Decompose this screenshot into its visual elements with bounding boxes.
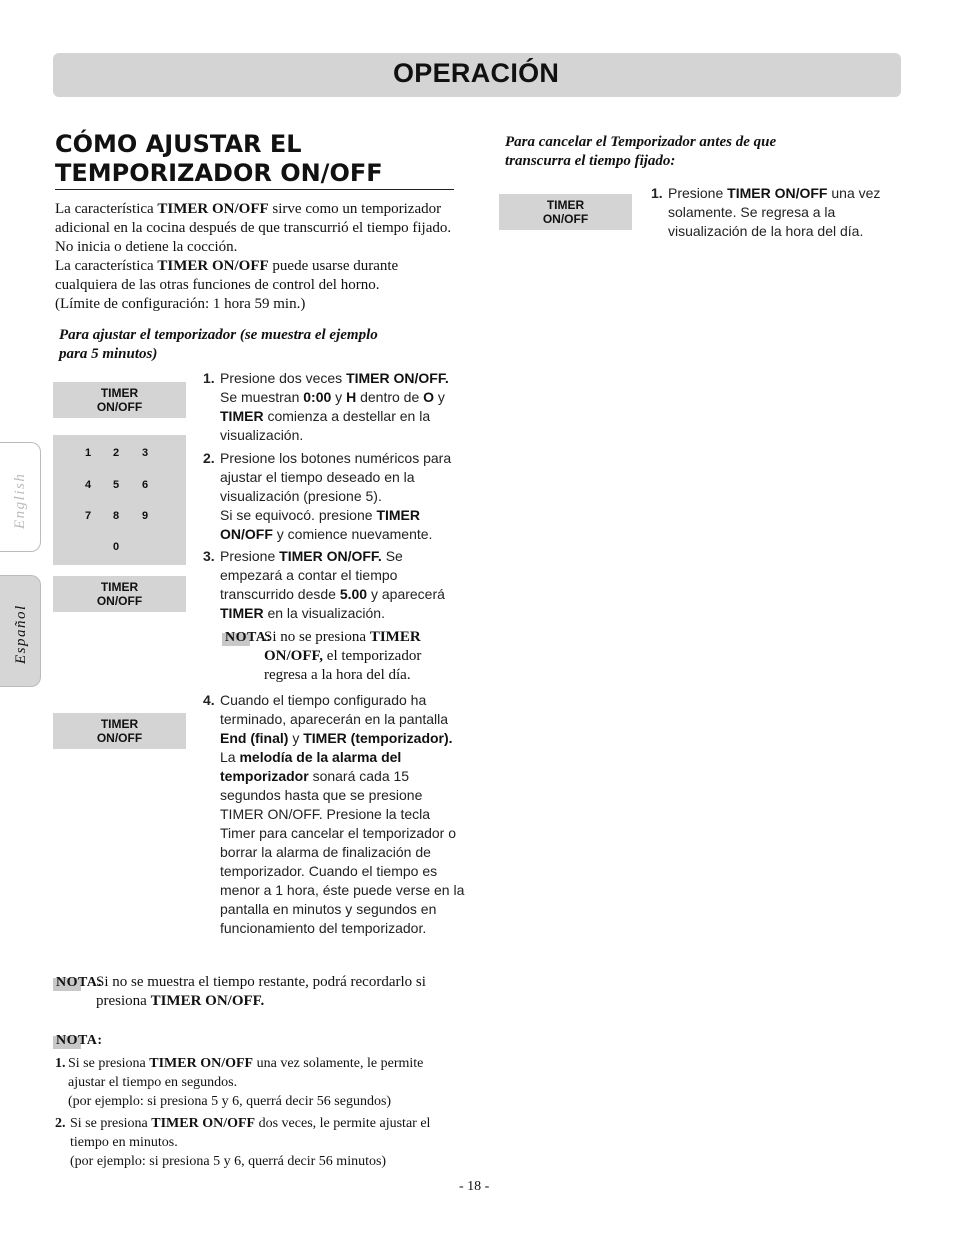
title-underline	[55, 189, 454, 190]
set-timer-heading	[59, 326, 459, 364]
nota-text: Si no se presiona	[264, 629, 370, 645]
step-text: Se muestran	[220, 389, 304, 405]
keypad-key-6: 6	[142, 479, 149, 491]
list-example: (por ejemplo: si presiona 5 y 6, querrá decir 56 minutos)	[70, 1154, 387, 1169]
cancel-step-1	[651, 184, 901, 241]
keypad-key-9: 9	[142, 510, 149, 522]
keypad-key-7: 7	[85, 510, 92, 522]
key-label-line2: ON/OFF	[542, 212, 589, 226]
section-title-line2: TEMPORIZADOR ON/OFF	[55, 159, 383, 187]
nota-badge	[53, 1033, 103, 1049]
list-bold: TIMER ON/OFF	[151, 1116, 256, 1131]
keypad-key-5: 5	[113, 479, 120, 491]
keypad-key-1: 1	[85, 447, 92, 459]
step-number: 4.	[203, 692, 215, 708]
step-bold: TIMER ON/OFF	[727, 185, 828, 201]
keypad-key-8: 8	[113, 510, 120, 522]
step-1	[203, 369, 463, 445]
timer-onoff-key-illustration	[53, 713, 186, 749]
timer-onoff-key-illustration	[53, 382, 186, 418]
step-4	[203, 691, 465, 938]
cancel-heading-line2: transcurra el tiempo fijado:	[505, 153, 676, 169]
step-text: comienza a destellar en la visualización.	[220, 408, 431, 443]
timer-onoff-key-illustration	[499, 194, 632, 230]
step-3	[203, 547, 463, 623]
timer-onoff-key-illustration	[53, 576, 186, 612]
step-text: en la visualización.	[263, 605, 385, 621]
section-title-line1: CÓMO AJUSTAR EL	[55, 130, 302, 158]
step-bold: TIMER (temporizador).	[303, 730, 453, 746]
step-text: y aparecerá	[367, 586, 445, 602]
intro-limit: (Límite de configuración: 1 hora 59 min.)	[55, 296, 306, 312]
nota-badge	[222, 630, 272, 646]
tab-english[interactable]	[0, 442, 41, 552]
list-text: Si se presiona	[68, 1056, 150, 1071]
list-example: (por ejemplo: si presiona 5 y 6, querrá decir 56 segundos)	[68, 1094, 392, 1109]
step-text: Cuando el tiempo configurado ha terminado, aparecerán en la pantalla	[220, 692, 449, 727]
nota-label: NOTA:	[56, 1033, 103, 1048]
step-number: 1.	[203, 370, 215, 386]
key-label-line1: TIMER	[100, 580, 139, 594]
nota-label: NOTA:	[56, 975, 103, 990]
intro-paragraph	[55, 200, 455, 314]
nota-bold: TIMER ON/OFF.	[150, 993, 265, 1009]
list-text: dos veces, le permite ajustar el tiempo en minutos.	[70, 1116, 431, 1150]
nota-1-text	[264, 628, 464, 685]
step-2	[203, 449, 463, 544]
keypad-key-4: 4	[85, 479, 92, 491]
nota-label: NOTA:	[225, 630, 272, 645]
number-keypad-illustration	[53, 435, 186, 565]
list-bold: TIMER ON/OFF	[149, 1056, 254, 1071]
step-bold: TIMER ON/OFF	[220, 507, 420, 542]
step-number: 3.	[203, 548, 215, 564]
list-number: 1.	[55, 1056, 66, 1071]
intro-text: puede usarse durante cualquiera de las otras funciones de control del horno.	[55, 258, 399, 293]
nota-3-list	[55, 1054, 455, 1171]
step-bold: 0:00	[303, 389, 332, 405]
intro-text: sirve como un temporizador adicional en la cocina después de que transcurrió el tiempo fijado. No inicia o detiene la cocción.	[55, 201, 452, 255]
tab-english-label: English	[12, 472, 28, 529]
step-text: una vez solamente. Se regresa a la visualización de la hora del día.	[668, 185, 881, 239]
cancel-heading-line1: Para cancelar el Temporizador antes de que	[505, 134, 777, 150]
intro-text: La característica	[55, 201, 158, 217]
nota-2-text	[96, 973, 461, 1011]
cancel-timer-heading	[505, 133, 885, 171]
nota-1	[222, 628, 462, 688]
step-bold: 5.00	[339, 586, 368, 602]
page-title: OPERACIÓN	[393, 58, 560, 88]
step-text: y	[331, 389, 347, 405]
keypad-key-0: 0	[113, 541, 120, 553]
keypad-key-2: 2	[113, 447, 120, 459]
step-text: Presione	[220, 548, 280, 564]
nota-badge	[53, 975, 103, 991]
tab-espanol-label: Español	[13, 604, 29, 664]
step-number: 2.	[203, 450, 215, 466]
nota-2	[53, 973, 463, 1015]
page-number: - 18 -	[459, 1179, 490, 1194]
section-title	[55, 130, 453, 188]
step-text: Presione los botones numéricos para ajustar el tiempo deseado en la visualización (presione 5).	[220, 450, 452, 504]
intro-bold: TIMER ON/OFF	[157, 201, 269, 217]
key-label-line1: TIMER	[100, 717, 139, 731]
key-label-line1: TIMER	[546, 198, 585, 212]
list-text: Si se presiona	[70, 1116, 152, 1131]
page-header	[53, 53, 901, 97]
step-text: Presione dos veces	[220, 370, 347, 386]
key-label-line2: ON/OFF	[96, 731, 143, 745]
list-number: 2.	[55, 1116, 66, 1131]
list-item	[55, 1054, 455, 1111]
key-label-line2: ON/OFF	[96, 400, 143, 414]
step-text: Si se equivocó. presione	[220, 507, 377, 523]
step-bold: TIMER ON/OFF.	[346, 370, 449, 386]
step-text: y	[434, 389, 445, 405]
step-text: sonará cada 15 segundos hasta que se presione TIMER ON/OFF. Presione la tecla Timer para cancelar el temporizador o borrar la alarma de finalización de temporizador. Cuando el tiempo es menor a 1 hora, éste puede verse en la pantalla en minutos y segundos en funcionamiento del temporizador.	[220, 768, 465, 936]
list-text: una vez solamente, le permite ajustar el tiempo en segundos.	[68, 1056, 424, 1090]
key-label-line2: ON/OFF	[96, 594, 143, 608]
step-text: Se empezará a contar el tiempo transcurrido desde	[220, 548, 403, 602]
step-text: Presione	[668, 185, 728, 201]
step-bold: TIMER ON/OFF.	[279, 548, 382, 564]
step-text: dentro de	[356, 389, 424, 405]
intro-text: La característica	[55, 258, 158, 274]
step-bold: TIMER	[220, 408, 264, 424]
step-text: La	[220, 749, 240, 765]
step-number: 1.	[651, 185, 663, 201]
step-bold: H	[346, 389, 357, 405]
key-label-line1: TIMER	[100, 386, 139, 400]
step-text: y comience nuevamente.	[272, 526, 433, 542]
set-heading-line2: para 5 minutos)	[59, 346, 158, 362]
step-text: y	[288, 730, 304, 746]
keypad-key-3: 3	[142, 447, 149, 459]
set-heading-line1: Para ajustar el temporizador (se muestra el ejemplo	[59, 327, 378, 343]
nota-bold: TIMER ON/OFF,	[264, 629, 421, 664]
nota-text: el temporizador regresa a la hora del día.	[264, 648, 422, 683]
step-bold: melodía de la alarma del temporizador	[220, 749, 402, 784]
step-bold: End (final)	[220, 730, 289, 746]
step-bold: O	[423, 389, 435, 405]
step-bold: TIMER	[220, 605, 264, 621]
intro-bold: TIMER ON/OFF	[157, 258, 269, 274]
list-item	[55, 1114, 455, 1171]
nota-text: Si no se muestra el tiempo restante, podrá recordarlo si presiona	[96, 974, 426, 1009]
tab-espanol[interactable]	[0, 575, 41, 687]
